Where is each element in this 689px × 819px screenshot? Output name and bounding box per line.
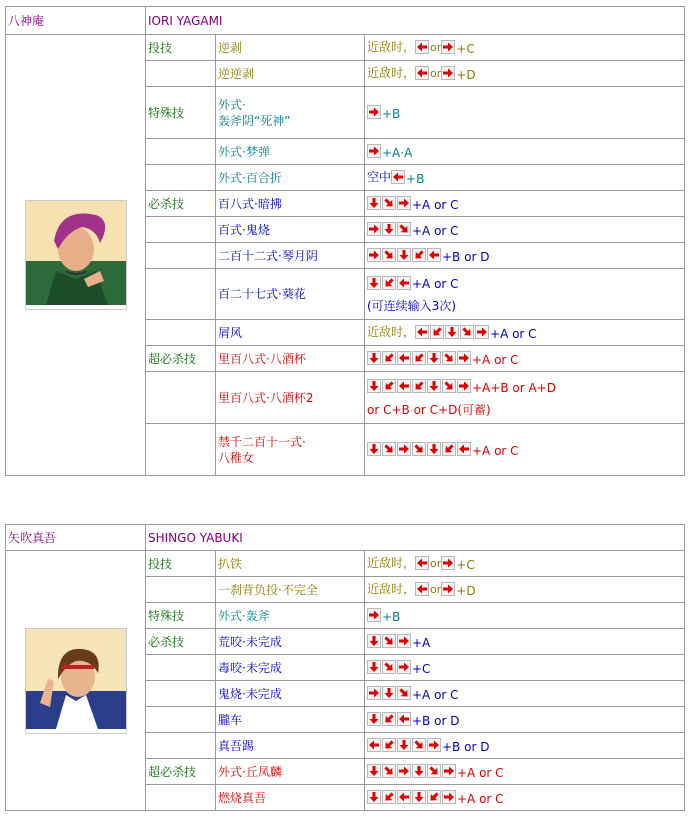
- move-input: [365, 551, 685, 577]
- move-name-line: 八稚女: [218, 450, 255, 465]
- move-name: [216, 551, 365, 577]
- move-name-line: 燃烧真吾: [218, 790, 267, 805]
- move-input: [365, 139, 685, 165]
- down-arrow-icon: [367, 764, 381, 778]
- down-arrow-icon: [367, 790, 381, 804]
- move-name-line: 外式·百合折: [218, 170, 282, 185]
- right-arrow-icon: [441, 40, 455, 54]
- right-arrow-icon: [367, 222, 381, 236]
- move-name: [216, 139, 365, 165]
- input-note: or C+B or C+D(可蓄): [367, 402, 491, 417]
- move-name: [216, 243, 365, 269]
- move-input: [365, 165, 685, 191]
- downleft-arrow-icon: [382, 790, 396, 804]
- move-category: [146, 139, 216, 165]
- move-name: [216, 372, 365, 424]
- left-arrow-icon: [391, 170, 405, 184]
- input-sequence: [367, 581, 682, 599]
- move-name-line: 轰斧阴“死神”: [218, 113, 291, 128]
- left-arrow-icon: [427, 248, 441, 262]
- button-text: +D: [456, 67, 476, 82]
- down-arrow-icon: [367, 351, 381, 365]
- move-row: [6, 35, 685, 61]
- move-name-line: 里百八式·八酒杯2: [218, 390, 314, 405]
- right-arrow-icon: [367, 608, 381, 622]
- input-sequence: [367, 441, 682, 459]
- right-arrow-icon: [475, 325, 489, 339]
- move-category: [146, 424, 216, 476]
- or-text: or: [430, 66, 442, 80]
- move-name: [216, 87, 365, 139]
- right-arrow-icon: [367, 248, 381, 262]
- shingo-move-table: [5, 524, 685, 811]
- or-text: or: [430, 582, 442, 596]
- condition-text: 近敌时，: [367, 324, 416, 339]
- down-arrow-icon: [367, 712, 381, 726]
- move-name: [216, 785, 365, 811]
- button-text: +B: [382, 106, 401, 121]
- input-sequence: [367, 737, 682, 755]
- downright-arrow-icon: [382, 248, 396, 262]
- left-arrow-icon: [367, 738, 381, 752]
- downleft-arrow-icon: [382, 712, 396, 726]
- downright-arrow-icon: [442, 351, 456, 365]
- move-name: [216, 424, 365, 476]
- down-arrow-icon: [427, 442, 441, 456]
- character-name-en: IORI YAGAMI: [146, 7, 685, 35]
- move-input: [365, 320, 685, 346]
- move-name: [216, 35, 365, 61]
- move-category: [146, 707, 216, 733]
- move-name-line: 百式·鬼烧: [218, 222, 270, 237]
- button-text: +B or D: [442, 739, 490, 754]
- button-text: +A or C: [457, 765, 504, 780]
- down-arrow-icon: [382, 222, 396, 236]
- right-arrow-icon: [367, 144, 381, 158]
- downleft-arrow-icon: [412, 351, 426, 365]
- input-sequence: [367, 685, 682, 703]
- down-arrow-icon: [367, 660, 381, 674]
- move-name: [216, 577, 365, 603]
- button-text: +A or C: [457, 791, 504, 806]
- move-category: [146, 217, 216, 243]
- move-input: [365, 785, 685, 811]
- button-text: +D: [456, 583, 476, 598]
- character-name-cn: 八神庵: [6, 7, 146, 35]
- downleft-arrow-icon: [382, 379, 396, 393]
- down-arrow-icon: [445, 325, 459, 339]
- move-category: [146, 269, 216, 320]
- move-input: [365, 424, 685, 476]
- left-arrow-icon: [415, 66, 429, 80]
- move-name-line: 外式·梦弹: [218, 144, 270, 159]
- move-input: [365, 269, 685, 320]
- left-arrow-icon: [397, 790, 411, 804]
- left-arrow-icon: [397, 276, 411, 290]
- button-text: +B or D: [412, 713, 460, 728]
- input-sequence: [367, 143, 682, 161]
- button-text: +A+B or A+D: [472, 380, 556, 395]
- input-sequence: [367, 659, 682, 677]
- move-input: [365, 35, 685, 61]
- move-category: [146, 577, 216, 603]
- move-name-line: 禁千二百十一式·: [218, 434, 306, 449]
- move-name: [216, 707, 365, 733]
- right-arrow-icon: [427, 738, 441, 752]
- input-sequence: [367, 607, 682, 625]
- move-input: [365, 629, 685, 655]
- button-text: +A or C: [490, 326, 537, 341]
- button-text: +A or C: [472, 352, 519, 367]
- move-category: [146, 733, 216, 759]
- move-input: [365, 733, 685, 759]
- downright-arrow-icon: [382, 660, 396, 674]
- down-arrow-icon: [367, 442, 381, 456]
- input-sequence: [367, 104, 682, 122]
- move-input: [365, 243, 685, 269]
- input-note: (可连续输入3次): [367, 299, 456, 313]
- move-name-line: 毒咬·未完成: [218, 660, 282, 675]
- button-text: +A or C: [412, 687, 459, 702]
- move-input: [365, 577, 685, 603]
- right-arrow-icon: [397, 442, 411, 456]
- move-input: [365, 191, 685, 217]
- downright-arrow-icon: [412, 442, 426, 456]
- input-sequence: [367, 247, 682, 265]
- downleft-arrow-icon: [442, 442, 456, 456]
- down-arrow-icon: [412, 764, 426, 778]
- downleft-arrow-icon: [427, 790, 441, 804]
- left-arrow-icon: [397, 351, 411, 365]
- move-name: [216, 165, 365, 191]
- move-input: [365, 759, 685, 785]
- downright-arrow-icon: [397, 686, 411, 700]
- downright-arrow-icon: [382, 764, 396, 778]
- move-input: [365, 681, 685, 707]
- down-arrow-icon: [427, 379, 441, 393]
- character-name-en: SHINGO YABUKI: [146, 525, 685, 551]
- downright-arrow-icon: [382, 442, 396, 456]
- condition-text: 近敌时，: [367, 581, 416, 596]
- downright-arrow-icon: [460, 325, 474, 339]
- button-text: +A or C: [412, 223, 459, 238]
- input-sequence: [367, 324, 682, 342]
- right-arrow-icon: [457, 351, 471, 365]
- move-name: [216, 346, 365, 372]
- input-sequence: [367, 555, 682, 573]
- right-arrow-icon: [441, 66, 455, 80]
- move-name-line: 真吾踢: [218, 738, 255, 753]
- input-sequence: [367, 221, 682, 239]
- right-arrow-icon: [441, 556, 455, 570]
- button-text: +A or C: [412, 277, 459, 291]
- move-name: [216, 681, 365, 707]
- down-arrow-icon: [382, 686, 396, 700]
- iori-portrait-icon: [25, 200, 127, 310]
- portrait-cell: [6, 551, 146, 811]
- move-category: 投技: [146, 551, 216, 577]
- button-text: +C: [412, 661, 431, 676]
- downright-arrow-icon: [442, 379, 456, 393]
- downleft-arrow-icon: [412, 248, 426, 262]
- button-text: +B or D: [442, 249, 490, 264]
- move-category: 必杀技: [146, 629, 216, 655]
- condition-text: 近敌时，: [367, 555, 416, 570]
- down-arrow-icon: [397, 248, 411, 262]
- down-arrow-icon: [367, 196, 381, 210]
- input-sequence: [367, 65, 682, 83]
- input-sequence: [367, 274, 682, 292]
- move-name-line: 扒铁: [218, 556, 243, 571]
- input-sequence: [367, 169, 682, 187]
- condition-text: 空中: [367, 169, 392, 184]
- iori-move-table: [5, 6, 685, 476]
- move-name: [216, 320, 365, 346]
- move-name-line: 百八式·暗拂: [218, 196, 282, 211]
- move-name-line: 里百八式·八酒杯: [218, 351, 306, 366]
- move-name-line: 鬼烧·未完成: [218, 686, 282, 701]
- input-sequence: [367, 195, 682, 213]
- move-row: [6, 551, 685, 577]
- downleft-arrow-icon: [382, 276, 396, 290]
- move-name-line: 逆剥: [218, 40, 243, 55]
- downleft-arrow-icon: [430, 325, 444, 339]
- button-text: +C: [456, 41, 475, 56]
- input-sequence: [367, 39, 682, 57]
- move-input: [365, 372, 685, 424]
- button-text: +B: [406, 171, 425, 186]
- downright-arrow-icon: [397, 222, 411, 236]
- move-name-line: 荒咬·未完成: [218, 634, 282, 649]
- right-arrow-icon: [442, 790, 456, 804]
- right-arrow-icon: [441, 582, 455, 596]
- move-category: [146, 243, 216, 269]
- or-text: or: [430, 40, 442, 54]
- move-category: [146, 320, 216, 346]
- input-sequence: [367, 350, 682, 368]
- move-name: [216, 759, 365, 785]
- downleft-arrow-icon: [382, 351, 396, 365]
- left-arrow-icon: [457, 442, 471, 456]
- move-category: [146, 655, 216, 681]
- move-name-line: 外式·轰斧: [218, 608, 270, 623]
- move-name: [216, 269, 365, 320]
- right-arrow-icon: [367, 105, 381, 119]
- move-name: [216, 733, 365, 759]
- downleft-arrow-icon: [382, 738, 396, 752]
- move-name-line: 外式·丘凤麟: [218, 764, 282, 779]
- input-sequence: [367, 378, 682, 396]
- button-text: +A: [412, 635, 431, 650]
- character-name-cn: 矢吹真吾: [6, 525, 146, 551]
- condition-text: 近敌时，: [367, 39, 416, 54]
- input-sequence: [367, 633, 682, 651]
- or-text: or: [430, 556, 442, 570]
- input-sequence: [367, 789, 682, 807]
- move-category: [146, 61, 216, 87]
- move-input: [365, 61, 685, 87]
- down-arrow-icon: [367, 634, 381, 648]
- move-name-line: 二百十二式·琴月阴: [218, 248, 318, 263]
- right-arrow-icon: [397, 196, 411, 210]
- downright-arrow-icon: [427, 764, 441, 778]
- move-name-line: 一刹背负投·不完全: [218, 582, 318, 597]
- move-input: [365, 217, 685, 243]
- right-arrow-icon: [457, 379, 471, 393]
- button-text: +C: [456, 557, 475, 572]
- move-category: 特殊技: [146, 603, 216, 629]
- shingo-portrait-icon: [25, 628, 127, 734]
- button-text: +A or C: [412, 197, 459, 212]
- move-name: [216, 655, 365, 681]
- move-category: 超必杀技: [146, 346, 216, 372]
- condition-text: 近敌时，: [367, 65, 416, 80]
- move-category: [146, 785, 216, 811]
- right-arrow-icon: [367, 686, 381, 700]
- move-input: [365, 603, 685, 629]
- button-text: +A·A: [382, 145, 413, 160]
- move-name: [216, 603, 365, 629]
- left-arrow-icon: [415, 40, 429, 54]
- button-text: +A or C: [472, 443, 519, 458]
- button-text: +B: [382, 609, 401, 624]
- move-category: [146, 165, 216, 191]
- right-arrow-icon: [397, 634, 411, 648]
- down-arrow-icon: [397, 738, 411, 752]
- move-category: [146, 681, 216, 707]
- move-category: 特殊技: [146, 87, 216, 139]
- move-name: [216, 61, 365, 87]
- move-category: 超必杀技: [146, 759, 216, 785]
- down-arrow-icon: [367, 276, 381, 290]
- downright-arrow-icon: [382, 634, 396, 648]
- right-arrow-icon: [397, 660, 411, 674]
- portrait-cell: [6, 35, 146, 476]
- left-arrow-icon: [397, 712, 411, 726]
- move-name: [216, 191, 365, 217]
- move-name-line: 逆逆剥: [218, 66, 255, 81]
- right-arrow-icon: [442, 764, 456, 778]
- downright-arrow-icon: [412, 738, 426, 752]
- left-arrow-icon: [415, 556, 429, 570]
- move-name: [216, 217, 365, 243]
- move-input: [365, 346, 685, 372]
- move-input: [365, 655, 685, 681]
- downleft-arrow-icon: [412, 379, 426, 393]
- left-arrow-icon: [415, 582, 429, 596]
- move-input: [365, 87, 685, 139]
- input-sequence: [367, 711, 682, 729]
- down-arrow-icon: [427, 351, 441, 365]
- move-category: 投技: [146, 35, 216, 61]
- input-sequence: [367, 763, 682, 781]
- move-category: [146, 372, 216, 424]
- left-arrow-icon: [397, 379, 411, 393]
- down-arrow-icon: [412, 790, 426, 804]
- move-input: [365, 707, 685, 733]
- downright-arrow-icon: [382, 196, 396, 210]
- move-name-line: 外式·: [218, 97, 246, 112]
- move-name-line: 朧车: [218, 712, 243, 727]
- move-name-line: 百二十七式·葵花: [218, 287, 306, 301]
- down-arrow-icon: [367, 379, 381, 393]
- move-name-line: 屑风: [218, 325, 243, 340]
- move-name: [216, 629, 365, 655]
- right-arrow-icon: [397, 764, 411, 778]
- left-arrow-icon: [415, 325, 429, 339]
- move-category: 必杀技: [146, 191, 216, 217]
